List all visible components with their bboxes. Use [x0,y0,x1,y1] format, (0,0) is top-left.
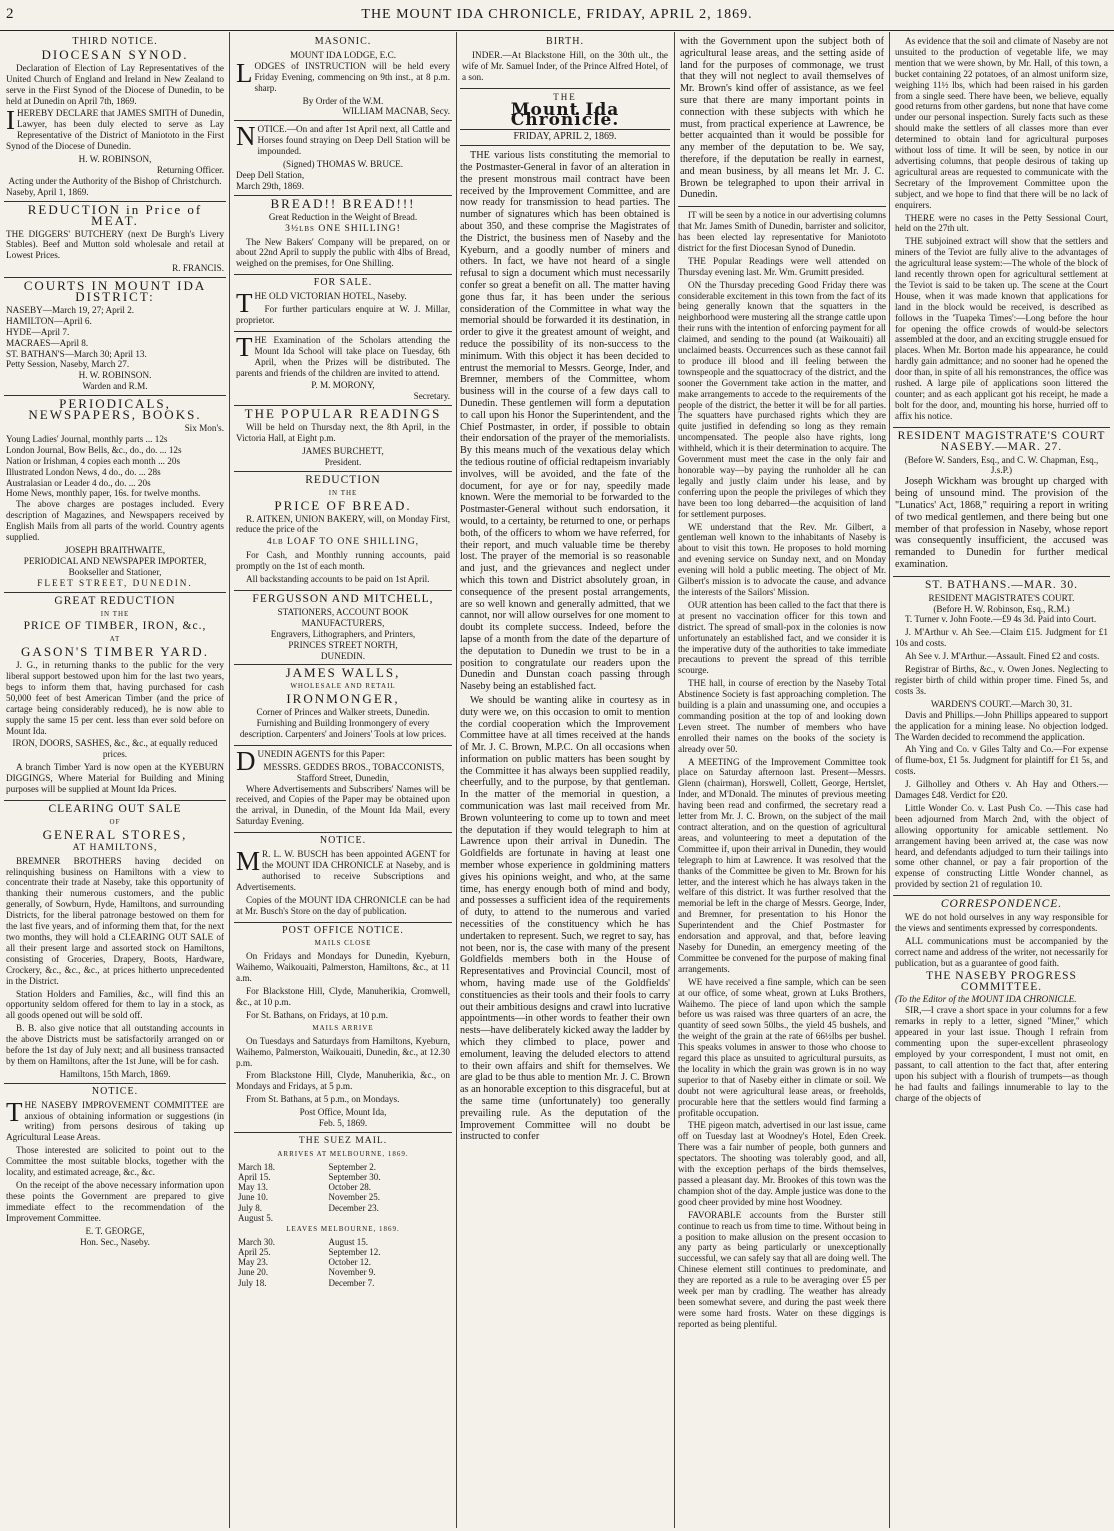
courts-line: Petty Session, Naseby, March 27. [6,359,130,370]
table-row [236,1267,450,1277]
fergusson-line: STATIONERS, ACCOUNT BOOK MANUFACTURERS, [277,606,409,628]
table-cell: November 25. [328,1192,380,1203]
table-cell: September 12. [328,1247,381,1258]
exam-signer: P. M. MORONY, [311,380,375,391]
court-case: Ah Ying and Co. v Giles Talty and Co.—For expense of flume-box, £1 5s. Judgment for plaintiff for £1 5s, and costs. [895,744,1108,777]
synod-signer: H. W. ROBINSON, [78,154,152,165]
timber-in-the: IN THE [100,609,130,618]
timber-yard: GASON'S TIMBER YARD. [21,644,209,660]
busch-body: MR. L. W. BUSCH has been appointed AGENT for the MOUNT IDA CHRONICLE at Naseby, and is authorised to receive Subscriptions and Advertisements. [236,846,450,892]
meat-title: REDUCTION in Price of MEAT. [27,201,203,228]
bread2-price: 4lb LOAF TO ONE SHILLING, [266,536,420,548]
exam-body: THE Examination of the Scholars attending the Mount Ida School will take place on Tuesday, 6th April, when the Prizes will be distributed. The parents and friends of the children are invited to attend. [236,331,450,378]
news-paragraph: THERE were no cases in the Petty Sessional Court, held on the 27th ult. [895,212,1108,234]
bread-title: BREAD!! BREAD!!! [270,195,416,211]
corr-note: ALL communications must be accompanied by the correct name and address of the writer, not necessarily for publication, but as a guarantee of good faith. [895,935,1108,968]
walls-trade: IRONMONGER, [286,691,400,707]
clearing-body: BREMNER BROTHERS having decided on relinquishing business on Hamiltons with a view to concentrate their trade at Naseby, take this opportunity of thanking their numerous customers, and the public generally, of Sowburn, Hyde, Hamiltons, and surrounding Districts, for the liberal patronage bestowed on them for the last five years, and of informing them that, for the next two months, they will hold a CLEARING OUT SALE of all their present large and assorted stock on Hamiltons, consisting of Groceries, Drapery, Boots, Hardware, Crockery, &c., &c., &c., at prices hitherto unprecedented in the District. [6,855,224,986]
table-cell: October 28. [328,1182,371,1193]
court-case: J. M'Arthur v. Ah See.—Claim £15. Judgment for £1 10s and costs. [895,627,1108,649]
courts-title: COURTS IN MOUNT IDA DISTRICT: [23,278,207,305]
courts-notice [4,278,226,396]
bread-reduction-advert [234,475,452,591]
table-cell: July 8. [238,1202,263,1213]
court-case: Registrar of Births, &c., v. Owen Jones. Neglecting to register birth of child within proper time. Fined 5s, and costs 3s. [895,664,1108,696]
masonic-title: MASONIC. [314,36,372,47]
periodicals-address: FLEET STREET, DUNEDIN. [37,577,193,588]
post-date: Feb. 5, 1869. [318,1118,368,1129]
table-cell: July 18. [238,1277,267,1288]
resident-magistrate-court [893,431,1110,577]
corr-note: WE do not hold ourselves in any way responsible for the views and sentiments expressed by correspondents. [895,912,1108,933]
suez-leave-table [236,1237,450,1288]
correspondence [893,899,1110,1108]
column-rule [674,32,675,1528]
news-paragraph: OUR attention has been called to the fact that there is at present no vaccination officer for this town and district. The spread of small-pox in the colonies is now unfortunately an established fact, and we consider it is the imperative duty of the authorities to take immediate precautions to prevent the spread of this terrible scourge. [678,599,886,676]
page-number: 2 [6,6,15,22]
bread2-in-the: IN THE [328,488,358,497]
masonic-body: LODGES of INSTRUCTION will be held every Friday Evening, commencing on 9th inst., at 8 p.m. sharp. [236,57,450,93]
timber-body: J. G., in returning thanks to the public for the very liberal support bestowed upon him for the last two years, begs to inform them that, having purchased for cash 50,000 feet of best American Timber (and the price of cartage being considerably reduced), he is now able to supply the same 15 per cent. less than ever sold before on Mount Ida. [6,660,224,736]
letter-to: (To the Editor of the MOUNT IDA CHRONICLE. [895,994,1077,1005]
bread-price: 3½lbs ONE SHILLING! [285,222,401,234]
birth-title: BIRTH. [546,36,584,47]
rm-body: Joseph Wickham was brought up charged with being of unsound mind. The provision of the "Lunatics' Act, 1868," requiring a report in writing of two medical gentlemen, and there being but one member of that profession in Naseby, whose report was consequently insufficient, the accused was remanded to Dunedin for further medical examination. [895,476,1108,570]
leader-paragraph: We should be wanting alike in courtesy as in duty were we, on this occasion to omit to mention the cordial cooperation which the Improvement Committee have at all times received at the hands of Mr. J. C. Brown, M.P.C. On all occasions when information on public matters has been sought by the Committee it has always been supplied readily, cheerfully, and to the purpose, by that gentleman. In the matter of the memorial in question, a communication was last mail received from Mr. Brown volunteering to come up to town and meet the deputation if they would telegraph to him at Lawrence upon their arrival in Dunedin. The Goldfields are fortunate in having at least one member whose experience in goldmining matters gives his opinions weight, and who, at the same time, has energy enough both of mind and body, and possesses a sufficient idea of the requirements of duty, to attend to the numerous and varied necessities of the constituency which he has undertaken to represent. Such, we regret to say, has not been, nor is, the case with many of the present Goldfields members both in the House of Representatives and Provincial Council, most of whom, having made use of the Goldfields' constituencies as their tools and their fools to carry out their ambitious designs and crawl into lucrative appointments—in other words to feather their own nests—have deliberately kicked away the ladder by which they climbed to place, power and emolument, leaving the deluded electors to attend to their own affairs and shift for themselves. We are glad to be thus able to mention Mr. J. C. Brown as an honorable exception to this disgraceful, but at the same time (unfortunately) too generally prevailing rule. As the deputation of the Improvement Committee will no doubt be instructed to confer [460,694,670,1143]
sale-advert [234,278,452,332]
busch-notice [234,836,452,922]
table-cell: May 23. [238,1257,268,1268]
synod-notice [4,37,226,202]
sale-title: FOR SALE. [313,277,373,289]
column-1 [4,36,226,1524]
table-row [236,1247,450,1257]
table-cell: August 5. [238,1212,274,1223]
periodicals-signer-role: PERIODICAL AND NEWSPAPER IMPORTER, Bookseller and Stationer, [23,555,207,577]
nameplate-the: THE [553,91,577,102]
cattle-signer: (Signed) THOMAS W. BRUCE. [282,159,404,170]
busch-title: NOTICE. [319,835,367,847]
courts-signer: H. W. ROBINSON. [78,370,152,381]
courts-line: NASEBY—March 19, 27; April 2. [6,304,135,315]
improvement-body: Those interested are solicited to point out to the Committee the most suitable blocks, together with the locality, and estimated acreage, &c., &c. [6,1145,224,1178]
courts-line: HAMILTON—April 6. [6,315,92,326]
clearing-of: OF [109,817,121,826]
fergusson-title: FERGUSSON AND MITCHELL, [252,592,434,605]
table-cell: June 20. [238,1267,268,1278]
table-row [236,1213,450,1223]
periodical-item: Illustrated London News, 4 do., do. ... 28s [6,466,161,477]
news-paragraph: ON the Thursday preceding Good Friday there was considerable excitement in this town from the fact of its being generally known that the squatters in the neighborhood were mustering all the strange cattle upon their runs with the intention of enforcing payment for all claimed, and sending to the pound (at Waikouaiti) all unclaimed beasts. Occurrences such as these cannot fail to produce ill blood and ill feeling between the townspeople and the squattocracy of the district, and the sooner the Government take action in the matter, and make arrangements to accede to the requirements of the people of the district, the better it will be for all parties. The squatters have purchased rights which they are quite justified in defending so long as they remain uncompensated. The people also have rights, long withheld, which it is their determination to acquire. The Government must meet the case in the only fair and honorable way—by paying the runholder all he can legally and justly claim under his lease, and by conferring upon the people the privileges of which they have been too long debarred—the acquisition of land for settlement purposes. [678,279,886,519]
walls-title: JAMES WALLS, [285,665,401,681]
birth-body: INDER.—At Blackstone Hill, on the 30th ult., the wife of Mr. Samuel Inder, of the Prince Alfred Hotel, of a son. [462,49,668,82]
readings-body: Will be held on Thursday next, the 8th April, in the Victoria Hall, at Eight p.m. [236,422,450,444]
fergusson-line: Engravers, Lithographers, and Printers, [270,628,416,639]
improvement-notice [4,1087,226,1251]
column-3 [460,36,670,1524]
sale-body: THE OLD VICTORIAN HOTEL, Naseby. [236,288,407,319]
table-row [236,1182,450,1192]
news-paragraph: THE pigeon match, advertised in our last issue, came off on Tuesday last at Woodney's Hotel, Eden Creek. There was a fair number of people, both gunners and spectators. The shooting was tolerably good, and all, with the exception perhaps of the birds themselves, passed a pleasant day. Mr. Brookes of this town was the champion shot of the day. Ample justice was done to the good cheer provided by mine host Woodney. [678,1120,886,1207]
wc-title: WARDEN'S COURT.—March 30, 31. [930,698,1073,709]
walls-advert [234,665,452,745]
notice-label: THIRD NOTICE. [72,36,158,47]
sb-before: (Before H. W. Robinson, Esq., R.M.) [933,603,1070,614]
clearing-place: AT HAMILTONS, [72,841,158,853]
clearing-title: CLEARING OUT SALE [48,803,182,815]
timber-branch: A branch Timber Yard is now open at the KYEBURN DIGGINGS, Where Material for Building and Mining purposes will be supplied at Mount Ida Prices. [6,762,224,795]
clearing-body: B. B. also give notice that all outstanding accounts in the above Districts must be satisfactorily arranged on or before the 1st day of July next; and all business transacted by them on Hamiltons, after the 1st June, will be for cash. [6,1023,224,1066]
suez-leaves: LEAVES MELBOURNE, 1869. [286,1224,400,1233]
fergusson-line: DUNEDIN. [320,650,366,661]
news-paragraph: THE subjoined extract will show that the settlers and miners of the Teviot are fully alive to the advantages of the agricultural lease system:—The whole of the block of land recently thrown open for agricultural settlement at the Teviot is said to be taken up. The scene at the Court House, when it was made known that applications for land in the block would be received, is described as follows in the 'Tuapeka Times':—Long before the hour for opening the office crowds of would-be selectors assembled at the door, and an exciting struggle ensued for places. When Mr. Borton made his appearance, he could hardly gain admittance; and no sooner had he opened the door than, in spite of all his remonstrances, the office was rushed. A large pile of applications soon littered the counter; and as each applicant got his receipt, he made a bolt for the door, and, mounting his horse, hurried off to affix his notice. [895,236,1108,421]
agents-address: Stafford Street, Dunedin, [296,772,390,783]
letter-body: SIR,—I crave a short space in your columns for a few remarks in reply to a letter, signed "Miner," which appeared in your last issue. Though I refrain from commenting upon the super-excellent phraseology employed by your correspondent, I must not omit, en passant, to call attention to the fact that, after entering upon his subject with a flourish of trumpets—as though he had faults and failings innumerable to lay to the charge of the objects of [895,1005,1108,1103]
news-paragraph: As evidence that the soil and climate of Naseby are not unsuited to the production of vegetable life, we may mention that we were shown, by Mr. Hall, of this town, a bucket containing 22 potatoes, of an almost uniform size, weighing 11½ lbs, which had been raised in his garden from a single seed. There have been, we believe, equally good returns from other gardens, but none that have come under our personal inspection. Surely facts such as these should make the settlers of all classes more than ever determined to obtain land for agricultural purposes without loss of time. It will be seen, by notice in our advertising columns, that people desirous of taking up agricultural areas are requested to communicate with the Secretary of the Improvement Committee upon the subject, and we hope to find that there will be no lack of enquirers. [895,36,1108,210]
table-cell [326,1213,450,1223]
post-title: POST OFFICE NOTICE. [282,924,404,936]
post-line: From St. Bathans, at 5 p.m., on Mondays. [246,1094,400,1105]
masonic-notice [234,37,452,121]
news-paragraph: IT will be seen by a notice in our advertising columns that Mr. James Smith of Dunedin, barrister and solicitor, has been elected lay representative for Maniototo district for the first Diocesan Synod of Dunedin. [678,210,886,253]
timber-advert [4,596,226,801]
clearing-date: Hamiltons, 15th March, 1869. [59,1068,171,1079]
improvement-signer-role: Hon. Sec., Naseby. [80,1236,150,1247]
cattle-body: NOTICE.—On and after 1st April next, all Cattle and Horses found straying on Deep Dell Station will be impounded. [236,121,450,157]
cattle-date: March 29th, 1869. [236,180,304,191]
table-cell: April 25. [238,1247,271,1258]
busch-body: Copies of the MOUNT IDA CHRONICLE can be had at Mr. Busch's Store on the day of publication. [236,894,450,916]
bread-advert [234,195,452,275]
table-cell: March 18. [238,1161,275,1172]
column-4 [678,36,886,1524]
court-case: J. Gilholley and Others v. Ah Hay and Others.—Damages £48. Verdict for £20. [895,779,1108,801]
bread2-title: REDUCTION [305,473,381,486]
readings-signer: JAMES BURCHETT, [302,446,384,456]
periodical-item: London Journal, Bow Bells, &c., do., do. ... 12s [6,444,182,455]
bread2-body: All backstanding accounts to be paid on 1st April. [246,574,430,585]
clearing-body: Station Holders and Families, &c., will find this an opportunity seldom offered for them to lay in a stock, as all goods opened out will be sold off. [6,988,224,1021]
suez-mail-table [234,1136,452,1291]
post-office: Post Office, Mount Ida, [299,1107,387,1118]
readings-signer-role: President. [324,456,362,467]
walls-body: Corner of Princes and Walker streets, Dunedin. Furnishing and Building Ironmongery of every description. Carpenters' and Joiners' Tools at low prices. [239,707,447,739]
bread2-body: R. AITKEN, UNION BAKERY, will, on Monday First, reduce the price of the [236,513,451,535]
courts-line: HYDE—April 7. [6,326,70,337]
post-line: On Fridays and Mondays for Dunedin, Kyeburn, Waihemo, Waikouaiti, Palmerston, Hamiltons, &c., at 11 a.m. [236,951,450,984]
suez-arrive-table [236,1162,450,1223]
post-office-notice [234,926,452,1133]
news-paragraph: A MEETING of the Improvement Committee took place on Saturday afternoon last. Present—Messrs. Glenn (chairman), Horswell, Collett, George, Hertslet, Inder, and M'Donald. The minutes of previous meeting having been read and confirmed, the secretary read a letter from Mr. J. C. Brown, on the subject of the mail contract alteration, and on the question of agricultural areas, and volunteering to meet a deputation of the Committee if, upon their arrival in Dunedin, they would telegraph to him at Lawrence. It was resolved that the thanks of the Committee be given to Mr. Brown for his letter, and the interest which he has always taken in the welfare of this district. It was further resolved that the memorial be left in the charge of Messrs. George, Inder, and Bremner, for presentation to his Honor the Superintendent and the Chief Postmaster for endorsation and approval, and that, before leaving Naseby for Dunedin, an emergency meeting of the Committee be convened for the purpose of making final arrangements. [678,756,886,974]
table-row [236,1162,450,1172]
newspaper-nameplate: Mount Ida Chronicle. [510,99,620,131]
news-paragraph: THE hall, in course of erection by the Naseby Total Abstinence Society is fast approaching completion. The building is a plain and unassuming one, and occupies a commanding position at the top of and looking down Leven street. The number of members who have enrolled their names on the books of the society is already over 50. [678,678,886,754]
issue-dateline: FRIDAY, APRIL 2, 1869. [460,129,670,146]
periodical-item: Young Ladies' Journal, monthly parts ... 12s [6,433,168,444]
post-line: On Tuesdays and Saturdays from Hamiltons, Kyeburn, Waihemo, Palmerston, Waikouaiti, Dunedin, &c., at 12.30 p.m. [236,1035,450,1068]
synod-title: DIOCESAN SYNOD. [41,46,189,62]
timber-subtitle: PRICE OF TIMBER, IRON, &c., [23,620,207,633]
sale-body: For further particulars enquire at W. J. Millar, proprietor. [236,304,450,325]
synod-body: IHEREBY DECLARE that JAMES SMITH of Dunedin, Lawyer, has been duly elected to serve as Lay Representative of the District of Maniototo in the First Synod of the Diocese of Dunedin. [6,105,224,152]
table-row [236,1278,450,1288]
post-line: From Blackstone Hill, Clyde, Manuherikia, &c., on Mondays and Fridays, at 5 p.m. [236,1070,450,1092]
agents-firm: MESSRS. GEDDES BROS., TOBACCONISTS, [263,761,445,772]
timber-title: GREAT REDUCTION [54,594,176,607]
readings-notice [234,406,452,472]
fergusson-line: PRINCES STREET NORTH, [288,639,398,650]
periodical-item: Nation or Irishman, 4 copies each month ... 20s [6,455,181,466]
local-news [893,36,1110,428]
periodical-item: Australasian or Leader 4 do., do. ... 20s [6,477,151,488]
timber-at: AT [109,635,121,644]
agents-advert [234,745,452,833]
court-case: Ah See v. J. M'Arthur.—Assault. Fined £2 and costs. [905,651,1100,662]
synod-date: Naseby, April 1, 1869. [6,186,89,197]
post-line: For Blackstone Hill, Clyde, Manuherikia, Cromwell, &c., at 10 p.m. [236,986,450,1007]
table-row [236,1172,450,1182]
st-bathans-court [893,580,1110,896]
walls-sub: WHOLESALE AND RETAIL [290,682,396,691]
clearing-subtitle: GENERAL STORES, [42,826,188,842]
synod-authority: Acting under the Authority of the Bishop of Christchurch. [8,175,222,186]
news-paragraph: WE understand that the Rev. Mr. Gilbert, a gentleman well known to the inhabitants of Naseby is about to visit this town. He proposes to hold morning and evening service on Sunday next, and on Monday evening will hold a public meeting. The object of Mr. Gilbert's mission is to advocate the cause, and advance the interests of the Sailors' Mission. [678,521,886,597]
bread-body: The New Bakers' Company will be prepared, on or about 22nd April to supply the public with 4lbs of Bread, weighed on the premises, for One Shilling. [236,236,450,269]
courts-line: MACRAES—April 8. [6,337,89,348]
corr-title: CORRESPONDENCE. [940,898,1063,911]
fergusson-advert [234,594,452,665]
suez-title: THE SUEZ MAIL. [298,1134,388,1146]
post-line: For St. Bathans, on Fridays, at 10 p.m. [246,1009,388,1020]
agents-title: DUNEDIN AGENTS for this Paper: [236,745,386,776]
periodicals-note: The above charges are postages included. Every description of Magazines, and Newspapers received by English Mails from all parts of the world. Country agents supplied. [6,499,224,543]
timber-iron: IRON, DOORS, SASHES, &c., &c., at equally reduced prices. [12,738,218,760]
table-cell: November 9. [328,1267,376,1278]
table-cell: December 7. [328,1277,375,1288]
column-rule [889,32,890,1528]
improvement-body: THE NASEBY IMPROVEMENT COMMITTEE are anxious of obtaining information or suggestions (in writing) from persons desirous of taking up Agricultural Lease Areas. [6,1096,224,1143]
news-paragraph: THE Popular Readings were well attended on Thursday evening last. Mr. Wm. Grumitt presided. [678,255,886,277]
bread2-body: For Cash, and Monthly running accounts, paid promptly on the 1st of each month. [236,550,450,572]
table-cell: June 10. [238,1192,268,1203]
running-title: THE MOUNT IDA CHRONICLE, FRIDAY, APRIL 2, 1869. [361,7,753,22]
synod-intro: Declaration of Election of Lay Representatives of the United Church of England and Ireland in New Zealand to serve in the First Synod of the Diocese of Dunedin, to be held at Dunedin on April 7th, 1869. [6,62,224,106]
table-cell: December 23. [328,1202,379,1213]
courts-signer-role: Warden and R.M. [82,381,148,392]
table-cell: September 30. [328,1171,381,1182]
table-row [236,1203,450,1213]
column-rule [456,32,457,1528]
bread2-subtitle: PRICE OF BREAD. [274,497,412,513]
bread-sub: Great Reduction in the Weight of Bread. [268,211,418,222]
masonic-lodge: MOUNT IDA LODGE, E.C. [290,49,396,60]
periodicals-period: Six Mon's. [184,423,224,433]
post-sub: MAILS ARRIVE [312,1023,374,1032]
table-cell: March 30. [238,1236,275,1247]
meat-signer: R. FRANCIS. [172,263,224,274]
post-sub: MAILS CLOSE [314,939,372,948]
synod-signer-role: Returning Officer. [156,164,224,175]
table-row [236,1257,450,1267]
masthead [0,0,1114,31]
letter-title: THE NASEBY PROGRESS COMMITTEE. [926,969,1077,993]
rm-before: (Before W. Sanders, Esq., and C. W. Chapman, Esq., J.s.P.) [904,454,1099,476]
rm-title: RESIDENT MAGISTRATE'S COURT NASEBY.—MAR. 27. [897,429,1106,453]
court-case: T. Turner v. John Foote.—£9 4s 3d. Paid into Court. [905,614,1097,625]
leading-article [460,150,670,1143]
cattle-place: Deep Dell Station, [236,169,305,180]
table-row [236,1237,450,1247]
exam-notice [234,331,452,406]
improvement-signer: E. T. GEORGE, [85,1225,145,1236]
table-cell: May 13. [238,1182,268,1193]
periodicals-title: PERIODICALS, NEWSPAPERS, BOOKS. [28,396,202,423]
improvement-body: On the receipt of the above necessary information upon these points the Government are prepared to give immediate effect to the recommendation of the Improvement Committee. [6,1180,224,1223]
periodicals-signer: JOSEPH BRAITHWAITE, [64,544,166,555]
leader-continuation [678,36,886,207]
clearing-sale-advert [4,804,226,1084]
suez-arrives: ARRIVES AT MELBOURNE, 1869. [277,1149,409,1158]
column-5 [893,36,1110,1524]
leader-paragraph: with the Government upon the subject both of agricultural lease areas, and the setting aside of land for the purposes of commonage, we trust that they will not neglect to avail themselves of Mr. Brown's kind offer of assistance, as we feel sure that there are many important points in connection with these subjects with which he must, from practical experience at Lawrence, be better acquainted than it would be possible for any member of the deputation to be. We say, therefore, if the deputation be really in earnest, and mean business, by all means let Mr. J. C. Brown be telegraphed to upon their arrival in Dunedin. [680,36,884,201]
leader-paragraph: THE various lists constituting the memorial to the Postmaster-General in favor of an alteration in the present monstrous mail contract have been received by the Improvement Committee, and are now ready for transmission to head parties. The number of signatures which has been obtained is about 350, and these comprise the Magistrates of the District, the business men of Naseby and the Kyeburn, and a goodly number of miners and others. In fact, we have not heard of a single refusal to sign a document which must necessarily confer so great a benefit on all. The matter having gone thus far, it has been under the serious consideration of the Committee in what way the memorial should be forwarded it its destination, in order to give it the greatest amount of weight, and reduce the possibility of its non-success to the minimum. With this object it has been decided to entrust the memorial to Messrs. George, Inder, and Bremner, members of the Committee, whom business will in the course of a few days call to Dunedin. These gentlemen will form a deputation to call upon his Honor the Superintendent, and the Chief Postmaster, in order, if possible to obtain their endorsation of the prayer of the memorialists. By this means much of the vexatious delay which the tedious routine of official redtapeism invariably involves, will be avoided, and the fate of the document, for aye or for nay, speedily made known. Were the memorial to be forwarded to the Postmaster-General without such endorsation, it would, to a certainty, be returned to one, or perhaps both, of the officers to whom we have referred, for their report, and much valuable time be thereby lost. The prayer of the memorial is so reasonable and just, and the grievances and neglect under which this town and District absolutely groan, in consequence of the present postal arrangements, are so well known and generally admitted, that we cannot, nor will allow ourselves for one moment to doubt its complete success. Indeed, before the lapse of a month from the date of the departure of the deputation to Dunedin we trust to be in a position to congratulate our readers upon the Dunedin and Dunstan coach passing through Naseby being an established fact. [460,150,670,693]
masonic-signer: WILLIAM MACNAB, Secy. [342,106,450,117]
court-case: Little Wonder Co. v. Last Push Co. —This case had been adjourned from March 2nd, with the object of allowing opportunity for amicable settlement. No arrangement having been arrived at, the case was now heard, and defendants adjudged to turn their tailings into some other channel, or pay a fair proportion of the expense of constructing Little Wonder channel, as provided by section 21 of regulation 10. [895,802,1108,890]
table-row [236,1192,450,1202]
column-rule [229,32,230,1528]
exam-signer-role: Secretary. [413,391,450,402]
column-2 [234,36,452,1524]
courts-line: ST. BATHAN'S—March 30; April 13. [6,348,147,359]
periodicals-advert [4,396,226,592]
sb-court: RESIDENT MAGISTRATE'S COURT. [928,592,1075,603]
table-cell: September 2. [328,1161,376,1172]
sb-title: ST. BATHANS.—MAR. 30. [924,578,1079,591]
table-cell: August 15. [328,1236,368,1247]
improvement-label: NOTICE. [91,1085,139,1097]
court-case: Davis and Phillips.—John Phillips appeared to support the application for a mining lease. No objection lodged. The Warden decided to recommend the application. [895,709,1108,742]
agents-body: Where Advertisements and Subscribers' Names will be received, and Copies of the Paper may be obtained upon the arrival, in Dunedin, of the Mount Ida Mail, every Saturday Evening. [236,783,450,827]
news-paragraph: FAVORABLE accounts from the Burster still continue to reach us from time to time. Without being in a position to make allusion on the present occasion to any party as being particularly or unexceptionally successful, we can safely say that all are doing well. The Chinese element still continues to predominate, and they are reported as a rule to be averaging over £5 per week per man by cradling. The weather has already been somewhat severe, and during the past week there were some hard frosts. Water on these diggings is reported as being plentiful. [678,1209,886,1329]
meat-body: THE DIGGERS' BUTCHERY (next De Burgh's Livery Stables). Beef and Mutton sold wholesale and retail at Lowest Prices. [6,228,224,261]
meat-advert [4,201,226,278]
readings-title: THE POPULAR READINGS [244,406,442,422]
cattle-notice [234,121,452,195]
table-cell: April 15. [238,1171,271,1182]
birth-notice [460,37,670,89]
periodical-item: Home News, monthly paper, 16s. for twelve months. [6,488,201,499]
news-paragraph: WE have received a fine sample, which can be seen at our office, of some wheat, grown at Luks Brothers, Waihemo. The piece of land upon which the sample before us was raised was three quarters of an acre, the quantity of seed sown 50lbs., the yield 45 bushels, and the weight of the grain at the rate of 66½lbs per bushel. This speaks volumes in answer to those who choose to regard this place as unsuited to agricultural pursuits, as the locality in which the grain was grown is in no way superior to that of Naseby either in climate or soil. We doubt not were agricultural lease areas, or freeholds, procurable here that the settlers would find farming a profitable occupation. [678,976,886,1118]
table-cell: October 12. [328,1257,371,1268]
masonic-order: By Order of the W.M. [302,95,384,106]
